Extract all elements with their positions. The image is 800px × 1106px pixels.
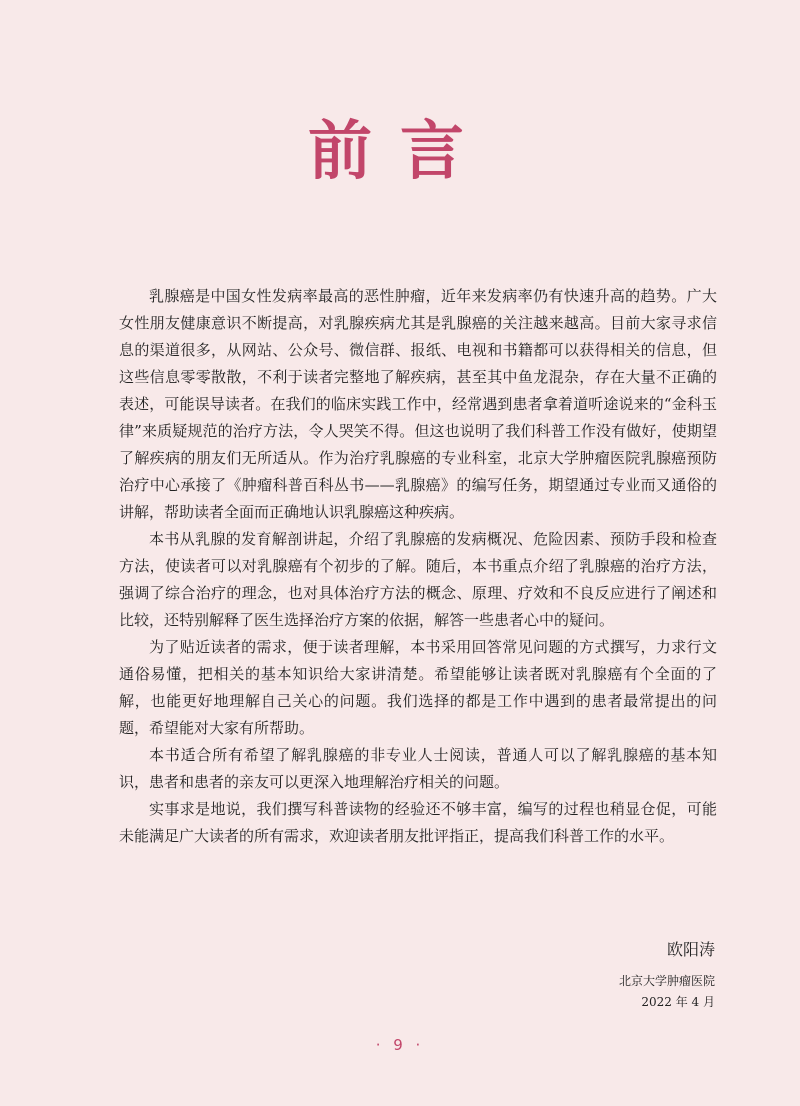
paragraph: 为了贴近读者的需求，便于读者理解，本书采用回答常见问题的方式撰写，力求行文通俗易懂，把相关的基本知识给大家讲清楚。希望能够让读者既对乳腺癌有个全面的了解，也能更好地理解自己关心的问题。我们选择的都是工作中遇到的患者最常提出的问题，希望能对大家有所帮助。	[119, 638, 717, 737]
signature-organization: 北京大学肿瘤医院	[618, 974, 715, 988]
signature-author: 欧阳涛	[666, 940, 715, 959]
signature-date: 2022 年 4 月	[641, 995, 715, 1009]
paragraph: 实事求是地说，我们撰写科普读物的经验还不够丰富，编写的过程也稍显仓促，可能未能满足广大读者的所有需求，欢迎读者朋友批评指正，提高我们科普工作的水平。	[119, 800, 717, 845]
paragraph: 本书适合所有希望了解乳腺癌的非专业人士阅读，普通人可以了解乳腺癌的基本知识，患者和患者的亲友可以更深入地理解治疗相关的问题。	[119, 746, 717, 791]
page-title: 前言	[308, 115, 492, 189]
paragraph: 乳腺癌是中国女性发病率最高的恶性肿瘤，近年来发病率仍有快速升高的趋势。广大女性朋友健康意识不断提高，对乳腺疾病尤其是乳腺癌的关注越来越高。目前大家寻求信息的渠道很多，从网站、公众号、微信群、报纸、电视和书籍都可以获得相关的信息，但这些信息零零散散，不利于读者完整地了解疾病，甚至其中鱼龙混杂，存在大量不正确的表述，可能误导读者。在我们的临床实践工作中，经常遇到患者拿着道听途说来的“金科玉律”来质疑规范的治疗方法，令人哭笑不得。但这也说明了我们科普工作没有做好，使期望了解疾病的朋友们无所适从。作为治疗乳腺癌的专业科室，北京大学肿瘤医院乳腺癌预防治疗中心承接了《肿瘤科普百科丛书——乳腺癌》的编写任务，期望通过专业而又通俗的讲解，帮助读者全面而正确地认识乳腺癌这种疾病。	[119, 287, 717, 521]
preface-body	[119, 283, 717, 850]
page-number: · 9 ·	[375, 1036, 425, 1054]
paragraph: 本书从乳腺的发育解剖讲起，介绍了乳腺癌的发病概况、危险因素、预防手段和检查方法，使读者可以对乳腺癌有个初步的了解。随后，本书重点介绍了乳腺癌的治疗方法，强调了综合治疗的理念，也对具体治疗方法的概念、原理、疗效和不良反应进行了阐述和比较，还特别解释了医生选择治疗方案的依据，解答一些患者心中的疑问。	[119, 530, 717, 629]
